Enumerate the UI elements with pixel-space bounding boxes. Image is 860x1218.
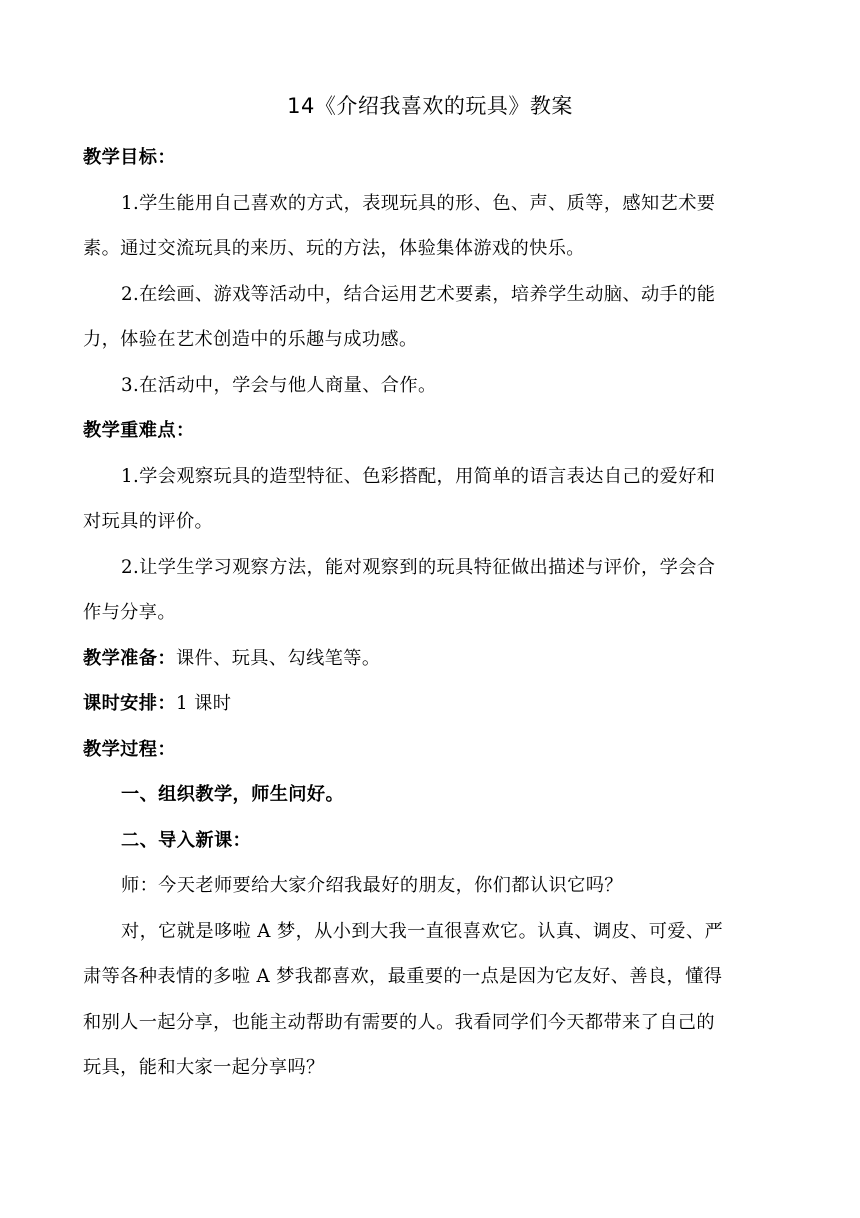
goal-2-line-1: 2.在绘画、游戏等活动中，结合运用艺术要素，培养学生动脑、动手的能 bbox=[121, 283, 716, 305]
process-step-2: 二、导入新课： bbox=[121, 829, 252, 851]
goals-heading: 教学目标： bbox=[83, 147, 176, 168]
goal-2-line-2: 力，体验在艺术创造中的乐趣与成功感。 bbox=[83, 329, 418, 350]
preparation-line bbox=[83, 636, 775, 682]
process-para-2-line-4: 玩具，能和大家一起分享吗？ bbox=[83, 1057, 325, 1078]
key-point-2-line-2: 作与分享。 bbox=[83, 602, 176, 623]
process-heading: 教学过程： bbox=[83, 738, 176, 760]
goal-1-line-2: 素。通过交流玩具的来历、玩的方法，体验集体游戏的快乐。 bbox=[83, 238, 585, 259]
process-para-1: 师：今天老师要给大家介绍我最好的朋友，你们都认识它吗？ bbox=[121, 875, 623, 896]
document-body bbox=[83, 135, 775, 1091]
schedule-value: 1 课时 bbox=[175, 693, 232, 714]
schedule-heading: 课时安排： bbox=[83, 693, 176, 714]
key-points-heading: 教学重难点： bbox=[83, 420, 195, 441]
preparation-heading: 教学准备： bbox=[83, 647, 176, 669]
preparation-value: 课件、玩具、勾线笔等。 bbox=[175, 647, 381, 669]
key-point-1-line-2: 对玩具的评价。 bbox=[83, 511, 214, 532]
key-point-1-line-1: 1.学会观察玩具的造型特征、色彩搭配，用简单的语言表达自己的爱好和 bbox=[121, 465, 716, 487]
key-point-2-line-1: 2.让学生学习观察方法，能对观察到的玩具特征做出描述与评价，学会合 bbox=[121, 556, 716, 578]
process-para-2-line-2: 肃等各种表情的多啦 A 梦我都喜欢，最重要的一点是因为它友好、善良，懂得 bbox=[83, 966, 723, 987]
process-para-2-line-1: 对，它就是哆啦 A 梦，从小到大我一直很喜欢它。认真、调皮、可爱、严 bbox=[121, 920, 724, 942]
process-para-2-line-3: 和别人一起分享，也能主动帮助有需要的人。我看同学们今天都带来了自己的 bbox=[83, 1011, 715, 1033]
goal-1-line-1: 1.学生能用自己喜欢的方式，表现玩具的形、色、声、质等，感知艺术要 bbox=[121, 192, 716, 214]
schedule-line bbox=[83, 681, 775, 727]
process-step-1: 一、组织教学，师生问好。 bbox=[121, 784, 345, 805]
goal-3: 3.在活动中，学会与他人商量、合作。 bbox=[121, 374, 437, 396]
document-title: 14《介绍我喜欢的玩具》教案 bbox=[287, 94, 573, 118]
